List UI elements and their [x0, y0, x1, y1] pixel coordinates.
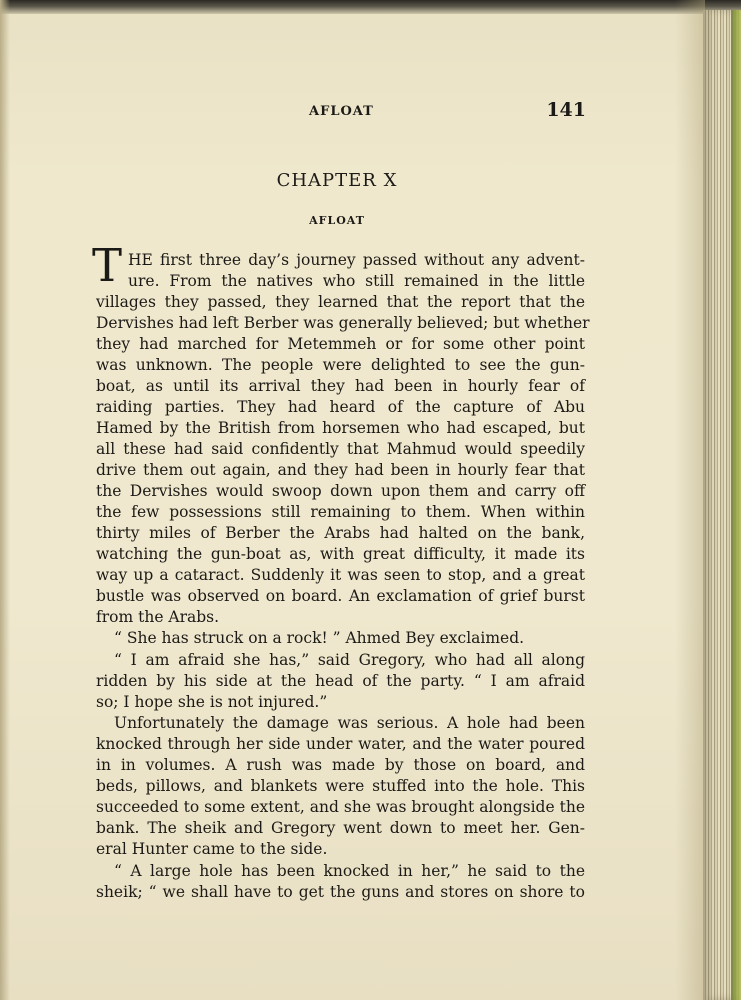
text-line: so; I hope she is not injured.”: [96, 693, 328, 711]
text-line: eral Hunter came to the side.: [96, 840, 328, 858]
text-line: drive them out again, and they had been in hourly fear that: [96, 461, 585, 479]
top-page-edge: [0, 0, 741, 14]
text-line: all these had said confidently that Mahmud would speedily: [96, 440, 585, 458]
text-line: thirty miles of Berber the Arabs had halted on the bank,: [96, 524, 585, 542]
text-line: from the Arabs.: [96, 608, 220, 626]
chapter-subtitle: AFLOAT: [309, 214, 365, 227]
page-header: [88, 98, 586, 122]
text-line: Unfortunately the damage was serious. A hole had been: [114, 714, 585, 732]
text-line: beds, pillows, and blankets were stuffed into the hole. This: [96, 777, 585, 795]
text-line: knocked through her side under water, and the water poured: [96, 735, 585, 753]
text-line: they had marched for Metemmeh or for some other point: [96, 335, 585, 353]
text-line: the few possessions still remaining to them. When within: [96, 503, 585, 521]
text-line: “ She has struck on a rock! ” Ahmed Bey exclaimed.: [114, 629, 525, 647]
text-line: raiding parties. They had heard of the capture of Abu: [96, 398, 585, 416]
left-page-shadow: [0, 0, 10, 1000]
chapter-title: CHAPTER X: [276, 170, 398, 191]
text-line: Dervishes had left Berber was generally believed; but whether: [96, 314, 590, 332]
text-line: Hamed by the British from horsemen who had escaped, but: [96, 419, 585, 437]
text-line: bustle was observed on board. An exclamation of grief burst: [96, 587, 585, 605]
page-number: 141: [546, 99, 586, 121]
text-line: “ I am afraid she has,” said Gregory, who had all along: [114, 651, 585, 669]
text-line: ure. From the natives who still remained in the little: [128, 272, 585, 290]
text-line: was unknown. The people were delighted to see the gun-: [96, 356, 585, 374]
text-line: bank. The sheik and Gregory went down to meet her. Gen-: [96, 819, 585, 837]
text-line: the Dervishes would swoop down upon them and carry off: [96, 482, 585, 500]
book-cover-edge: [731, 10, 741, 1000]
text-line: way up a cataract. Suddenly it was seen to stop, and a great: [96, 566, 585, 584]
text-line: “ A large hole has been knocked in her,” he said to the: [114, 862, 585, 880]
running-head: AFLOAT: [309, 104, 374, 119]
text-line: in in volumes. A rush was made by those on board, and: [96, 756, 585, 774]
text-line: boat, as until its arrival they had been in hourly fear of: [96, 377, 585, 395]
text-line: watching the gun-boat as, with great difficulty, it made its: [96, 545, 585, 563]
text-line: sheik; “ we shall have to get the guns and stores on shore to: [96, 883, 585, 901]
gutter-shadow: [675, 0, 705, 1000]
text-line: HE first three day’s journey passed without any advent-: [128, 251, 585, 269]
drop-cap: T: [92, 239, 123, 292]
text-line: villages they passed, they learned that the report that the: [96, 293, 585, 311]
text-line: succeeded to some extent, and she was brought alongside the: [96, 798, 585, 816]
text-line: ridden by his side at the head of the party. “ I am afraid: [96, 672, 585, 690]
